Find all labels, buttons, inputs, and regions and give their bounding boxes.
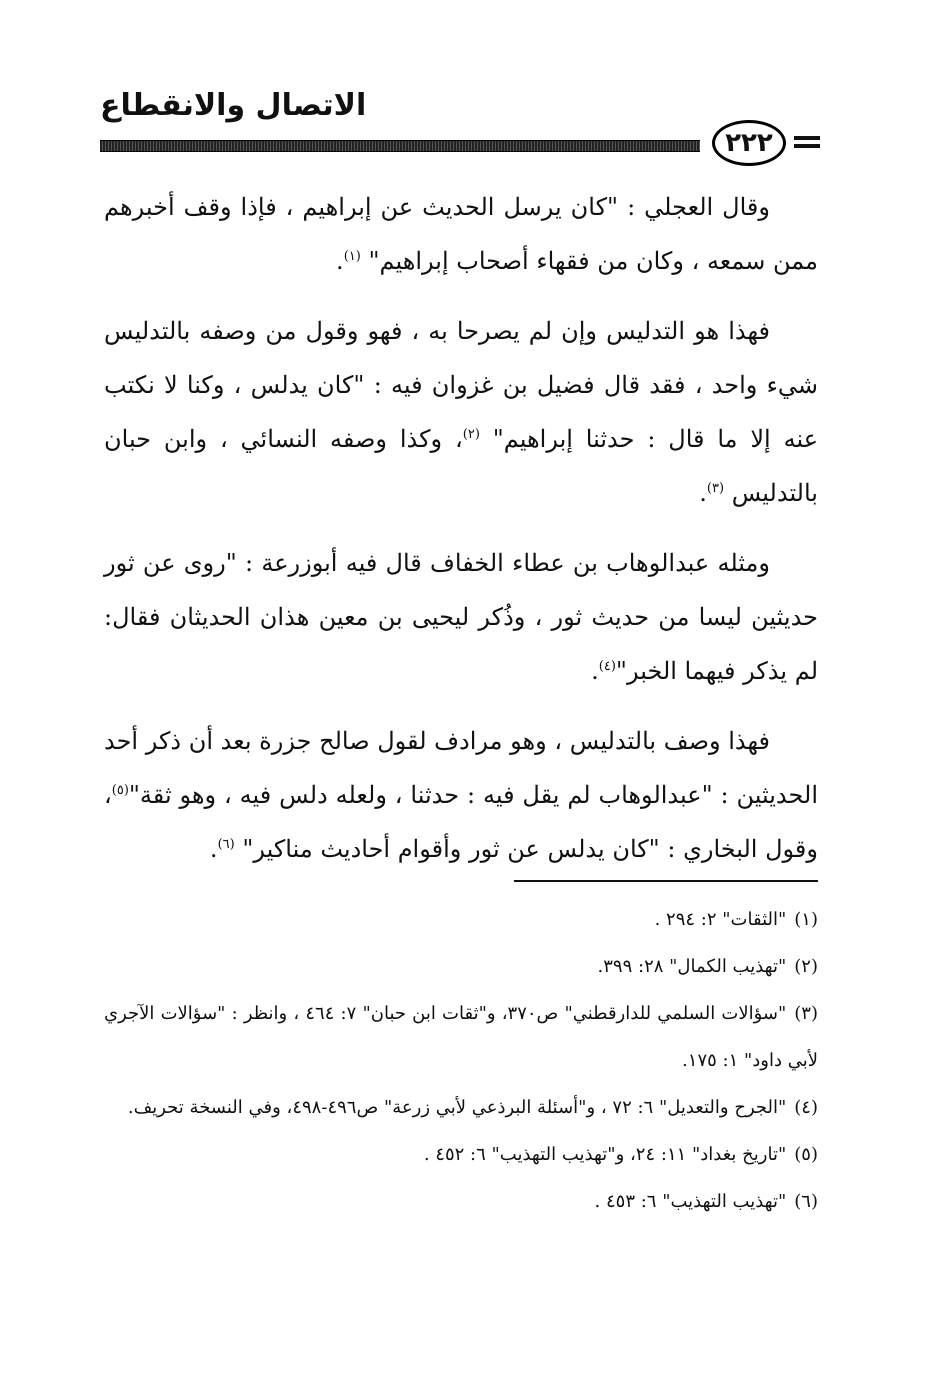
header-ornament bbox=[794, 136, 820, 152]
footnote bbox=[104, 990, 818, 1084]
footnote-number: (٤) bbox=[794, 1097, 818, 1118]
footnote-number: (٢) bbox=[794, 956, 818, 977]
footnote bbox=[104, 1178, 818, 1225]
footnote-text: "الثقات" ٢: ٢٩٤ . bbox=[654, 909, 787, 930]
footnote-ref[interactable]: (٦) bbox=[217, 837, 235, 852]
footnote-number: (٥) bbox=[794, 1144, 818, 1165]
footnote-number: (٦) bbox=[794, 1191, 818, 1212]
page-number: ٢٢٢ bbox=[712, 120, 786, 166]
footnote-ref[interactable]: (١) bbox=[343, 249, 361, 264]
footnote-separator bbox=[514, 880, 818, 882]
footnote-text: "تاريخ بغداد" ١١: ٢٤، و"تهذيب التهذيب" ٦: ٤٥٢ . bbox=[423, 1144, 787, 1165]
footnote-text: "الجرح والتعديل" ٦: ٧٢ ، و"أسئلة البرذعي لأبي زرعة" ص٤٩٦-٤٩٨، وفي النسخة تحريف. bbox=[127, 1097, 787, 1118]
paragraph: ومثله عبدالوهاب بن عطاء الخفاف قال فيه أبوزرعة : "روى عن ثور حديثين ليسا من حديث ثور ، وذُكر ليحيى بن معين هذان الحديثان فقال: لم يذكر فيهما الخبر"$^{(٤)}$. bbox=[104, 549, 818, 685]
footnote-text: "تهذيب التهذيب" ٦: ٤٥٣ . bbox=[594, 1191, 787, 1212]
paragraph: وقال العجلي : "كان يرسل الحديث عن إبراهيم ، فإذا وقف أخبرهم ممن سمعه ، وكان من فقهاء أصحاب إبراهيم" $^{(١)}$. bbox=[104, 193, 818, 275]
footnote-ref[interactable]: (٣) bbox=[706, 481, 725, 496]
footnote bbox=[104, 1084, 818, 1131]
footnote-ref[interactable]: (٥) bbox=[111, 783, 129, 798]
footnote-number: (١) bbox=[794, 909, 818, 930]
paragraph: فهذا هو التدليس وإن لم يصرحا به ، فهو وقول من وصفه بالتدليس شيء واحد ، فقد قال فضيل بن غزوان فيه : "كان يدلس ، وكنا لا نكتب عنه إلا ما قال : حدثنا إبراهيم" $^{(٢)}$، وكذا وصفه النسائي ، وابن حبان بالتدليس $^{(٣)}$. bbox=[104, 317, 819, 507]
footnote-ref[interactable]: (٤) bbox=[598, 659, 616, 674]
footnote-ref[interactable]: (٢) bbox=[462, 427, 480, 442]
main-text bbox=[104, 180, 818, 892]
header-rule bbox=[100, 140, 700, 152]
footnote bbox=[104, 896, 818, 943]
page-header bbox=[100, 78, 820, 168]
paragraph: فهذا وصف بالتدليس ، وهو مرادف لقول صالح جزرة بعد أن ذكر أحد الحديثين : "عبدالوهاب لم يقل فيه : حدثنا ، ولعله دلس فيه ، وهو ثقة"$^{(٥)}$، وقول البخاري : "كان يدلس عن ثور وأقوام أحاديث مناكير" $^{(٦)}$. bbox=[104, 727, 818, 863]
footnote-text: "تهذيب الكمال" ٢٨: ٣٩٩. bbox=[597, 956, 787, 977]
footnote bbox=[104, 1131, 818, 1178]
running-title: الاتصال والانقطاع bbox=[100, 88, 367, 123]
footnotes bbox=[104, 896, 818, 1225]
footnote bbox=[104, 943, 818, 990]
footnote-number: (٣) bbox=[794, 1003, 818, 1024]
footnote-text: "سؤالات السلمي للدارقطني" ص٣٧٠، و"ثقات ابن حبان" ٧: ٤٦٤ ، وانظر : "سؤالات الآجري لأبي داود" ١: ١٧٥. bbox=[104, 1003, 818, 1071]
